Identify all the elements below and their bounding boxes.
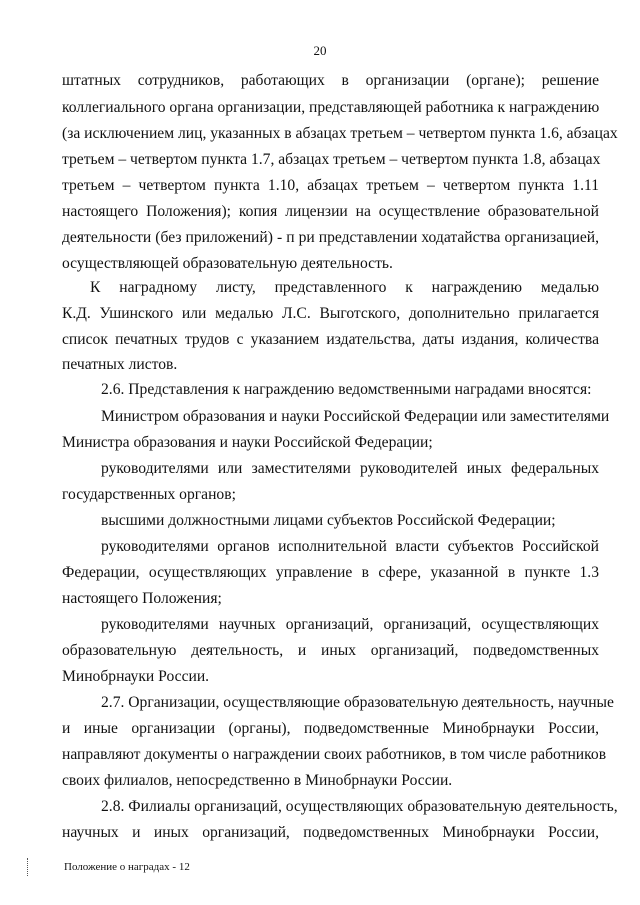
text-line: К наградному листу, представленного к награждению медалью	[90, 279, 599, 296]
text-line: коллегиального органа организации, представляющей работника к награждению	[62, 99, 600, 116]
text-line: К.Д. Ушинского или медалью Л.С. Выготского, дополнительно прилагается	[62, 305, 599, 322]
text-line: государственных органов;	[62, 486, 236, 503]
section-line: 2.7. Организации, осуществляющие образовательную деятельность, научные	[101, 694, 614, 711]
text-line: третьем – четвертом пункта 1.7, абзацах третьем – четвертом пункта 1.8, абзацах	[62, 151, 601, 168]
text-line: Министром образования и науки Российской Федерации или заместителями	[101, 408, 610, 425]
text-line: образовательную деятельность, и иных организаций, подведомственных	[62, 642, 599, 659]
text-line: руководителями или заместителями руководителей иных федеральных	[101, 460, 599, 477]
text-line: деятельности (без приложений) - п ри представлении ходатайства организацией,	[62, 229, 599, 246]
text-line: штатных сотрудников, работающих в организации (органе); решение	[62, 72, 599, 89]
text-line: Минобрнауки России.	[62, 668, 210, 685]
text-line: настоящего Положения); копия лицензии на осуществление образовательной	[62, 203, 599, 220]
text-line: своих филиалов, непосредственно в Минобрнауки России.	[62, 772, 453, 789]
text-line: Федерации, осуществляющих управление в сфере, указанной в пункте 1.3	[62, 564, 599, 581]
page-footer: Положение о наградах - 12	[64, 861, 190, 873]
text-line: Министра образования и науки Российской Федерации;	[62, 434, 433, 451]
text-line: руководителями органов исполнительной власти субъектов Российской	[101, 538, 599, 555]
section-line: 2.8. Филиалы организаций, осуществляющих образовательную деятельность,	[101, 798, 618, 815]
text-line: научных и иных организаций, подведомственных Минобрнауки России,	[62, 824, 599, 841]
text-line: осуществляющей образовательную деятельность.	[62, 255, 393, 272]
text-line: направляют документы о награждении своих работников, в том числе работников	[62, 746, 607, 763]
text-line: список печатных трудов с указанием издательства, даты издания, количества	[62, 331, 599, 348]
text-line: третьем – четвертом пункта 1.10, абзацах третьем – четвертом пункта 1.11	[62, 177, 599, 194]
text-line: печатных листов.	[62, 356, 178, 373]
section-line: 2.6. Представления к награждению ведомственными наградами вносятся:	[101, 381, 592, 398]
page-number: 20	[313, 43, 327, 58]
text-line: и иные организации (органы), подведомственные Минобрнауки России,	[62, 720, 599, 737]
text-line: (за исключением лиц, указанных в абзацах третьем – четвертом пункта 1.6, абзацах	[62, 125, 618, 142]
text-line: настоящего Положения;	[62, 590, 222, 607]
text-line: руководителями научных организаций, организаций, осуществляющих	[101, 616, 599, 633]
margin-mark	[27, 858, 32, 876]
text-line: высшими должностными лицами субъектов Российской Федерации;	[101, 512, 556, 529]
